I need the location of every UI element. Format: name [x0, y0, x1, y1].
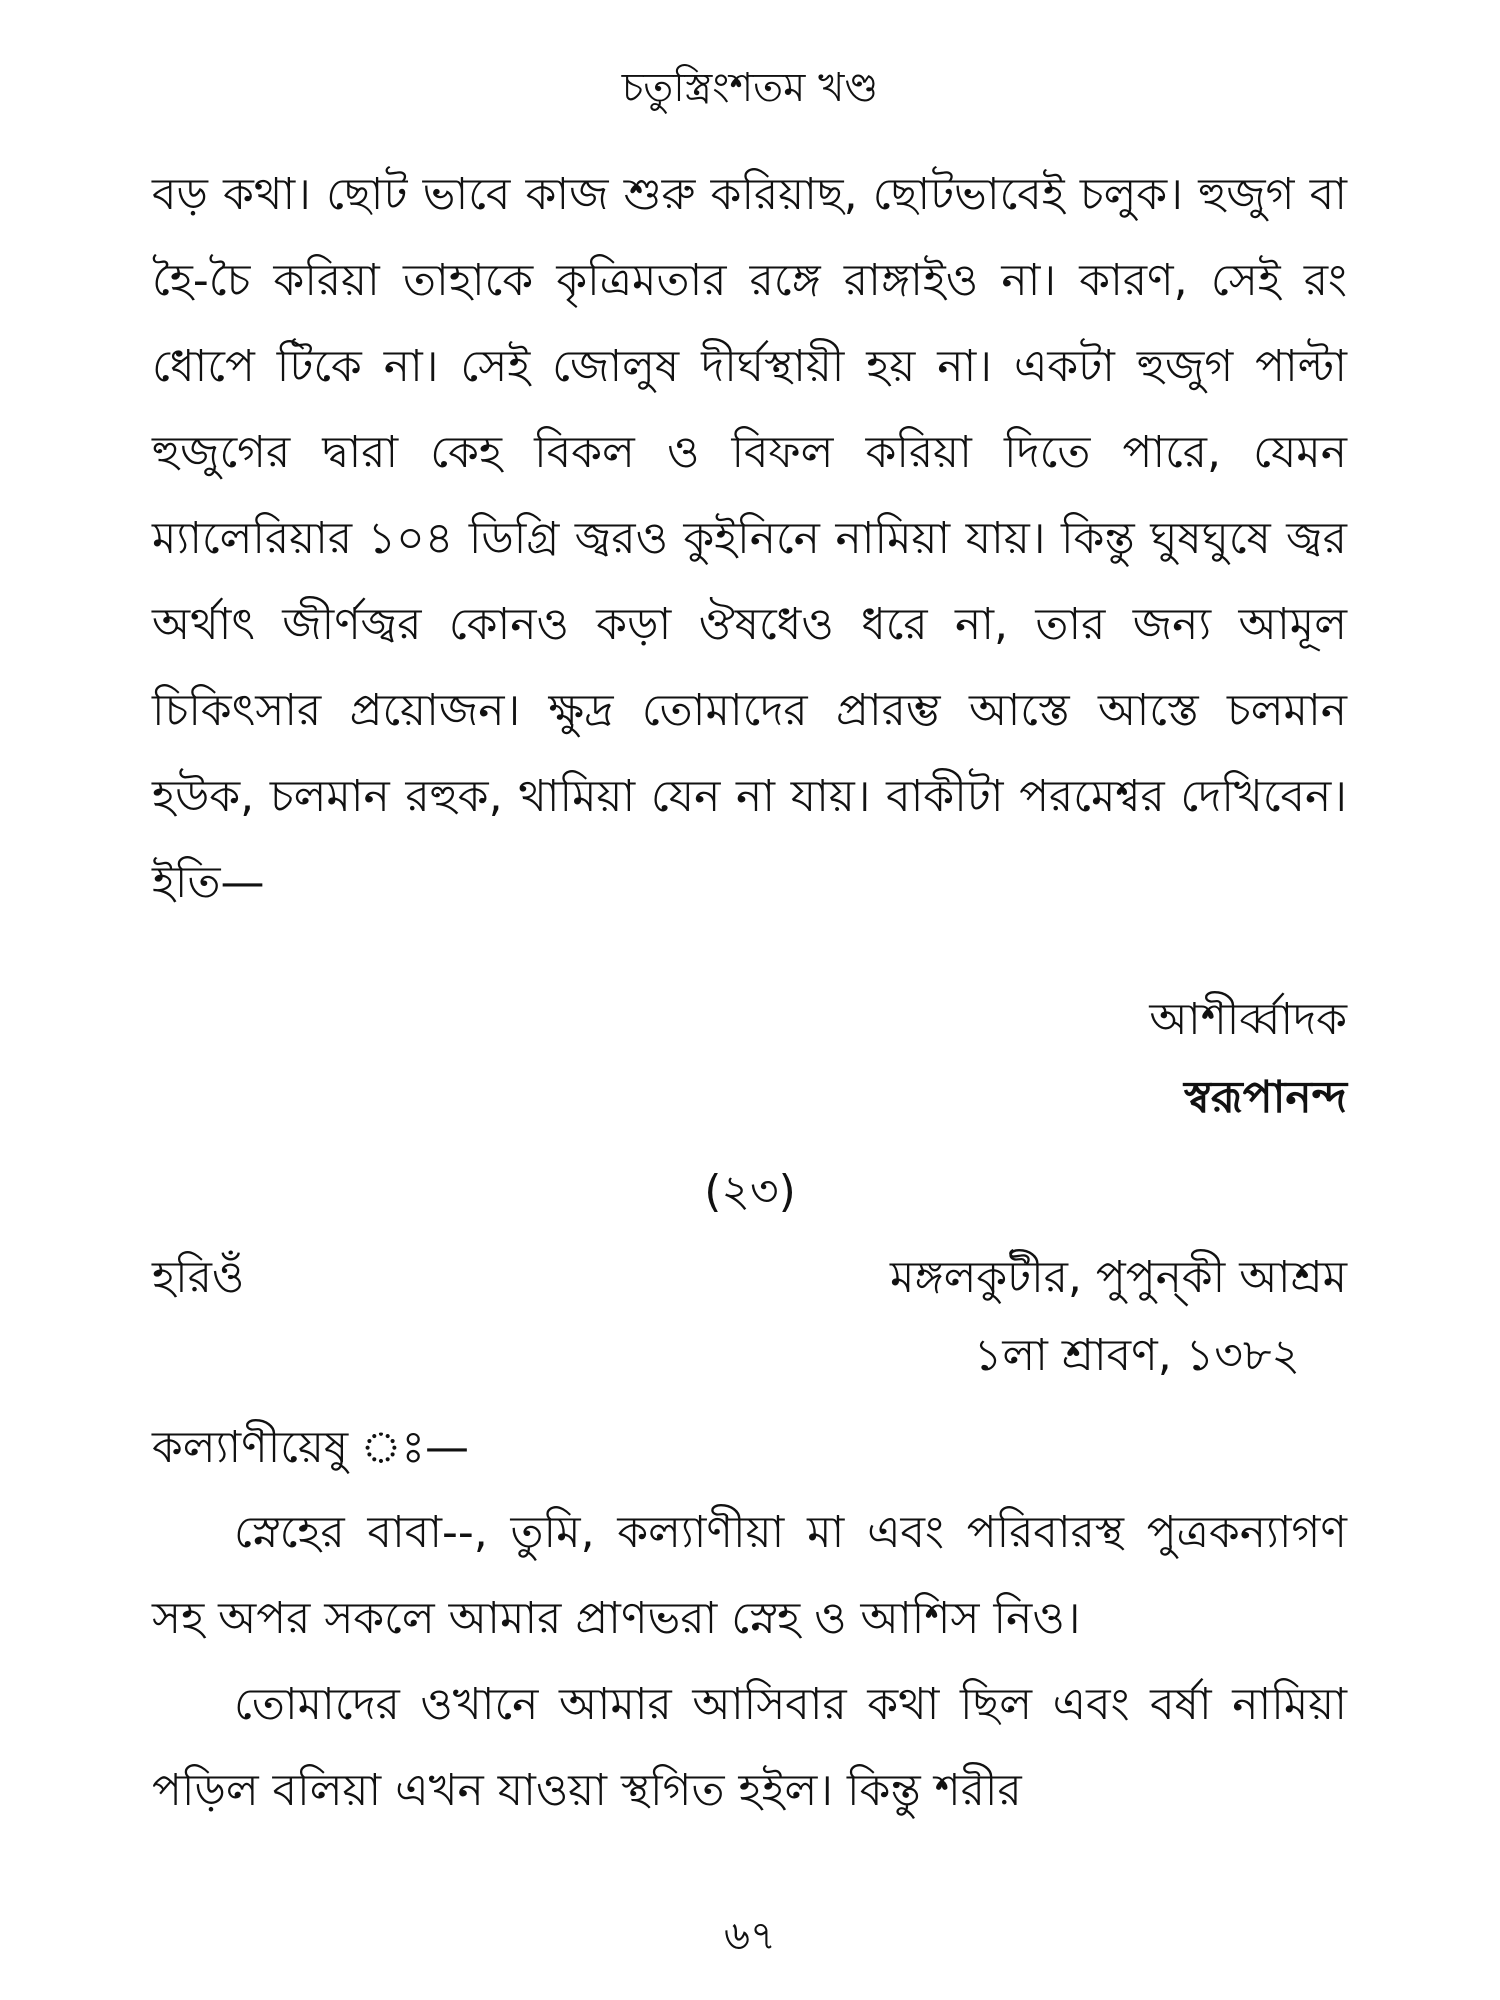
date-line: ১লা শ্রাবণ, ১৩৮২	[973, 1330, 1300, 1381]
page-number: ৬৭	[723, 1913, 776, 1959]
place-line: মঙ্গলকুটীর, পুপুন্‌কী আশ্রম	[889, 1252, 1347, 1303]
letter-next-body	[152, 1490, 1347, 1834]
letter-number: (২৩)	[704, 1166, 796, 1217]
running-head: চতুস্ত্রিংশতম খণ্ড	[621, 65, 879, 111]
letter-next-paragraph-1: স্নেহের বাবা--, তুমি, কল্যাণীয়া মা এবং পরিবারস্থ পুত্রকন্যাগণ সহ অপর সকলে আমার প্রাণভরা স্নেহ ও আশিস নিও।	[152, 1507, 1347, 1644]
letter-end-paragraph: বড় কথা। ছোট ভাবে কাজ শুরু করিয়াছ, ছোটভাবেই চলুক। হুজুগ বা হৈ-চৈ করিয়া তাহাকে কৃত্রিমতার রঙ্গে রাঙ্গাইও না। কারণ, সেই রং ধোপে টিকে না। সেই জোলুষ দীর্ঘস্থায়ী হয় না। একটা হুজুগ পাল্টা হুজুগের দ্বারা কেহ বিকল ও বিফল করিয়া দিতে পারে, যেমন ম্যালেরিয়ার ১০৪ ডিগ্রি জ্বরও কুইনিনে নামিয়া যায়। কিন্তু ঘুষঘুষে জ্বর অর্থাৎ জীর্ণজ্বর কোনও কড়া ঔষধেও ধরে না, তার জন্য আমূল চিকিৎসার প্রয়োজন। ক্ষুদ্র তোমাদের প্রারম্ভ আস্তে আস্তে চলমান হউক, চলমান রহুক, থামিয়া যেন না যায়। বাকীটা পরমেশ্বর দেখিবেন। ইতি—	[152, 169, 1347, 908]
signature: স্বরূপানন্দ	[1183, 1072, 1347, 1123]
letter-next-paragraph-2: তোমাদের ওখানে আমার আসিবার কথা ছিল এবং বর্ষা নামিয়া পড়িল বলিয়া এখন যাওয়া স্থগিত হইল। কিন্তু শরীর	[152, 1679, 1347, 1816]
closing: আশীর্ব্বাদক	[1149, 994, 1347, 1045]
addressee: কল্যাণীয়েষু ঃ—	[152, 1422, 469, 1473]
salutation-top: হরিওঁ	[152, 1252, 245, 1303]
letter-end-body	[152, 152, 1347, 926]
